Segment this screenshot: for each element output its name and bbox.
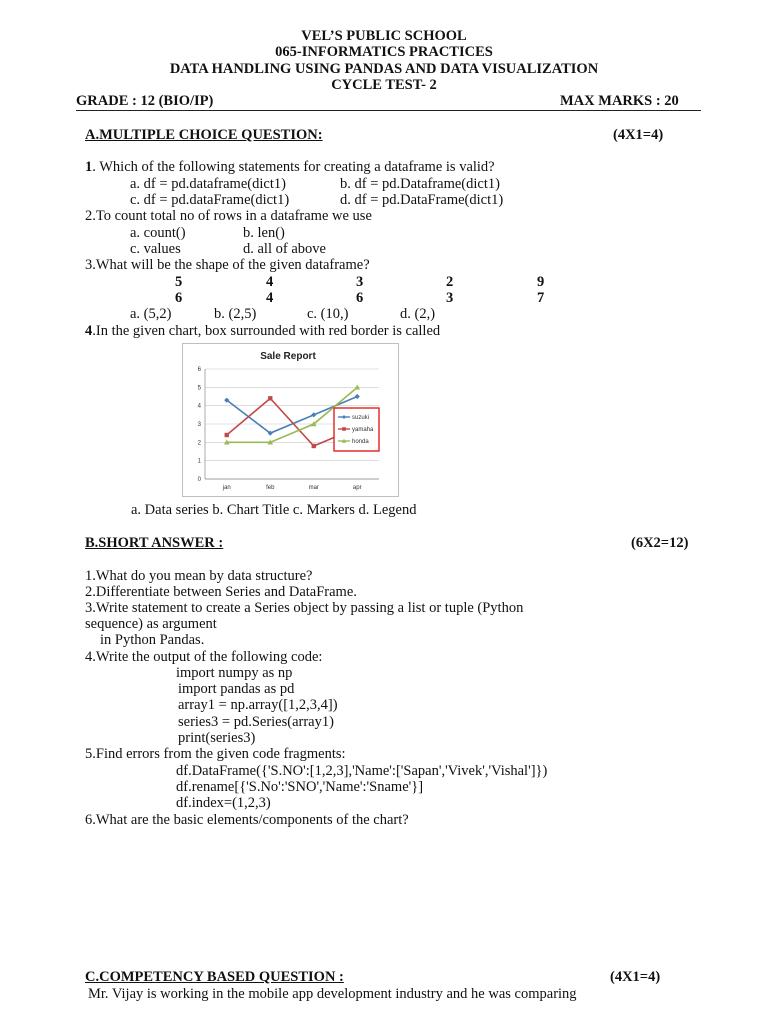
section-a-marks: (4X1=4) bbox=[613, 127, 664, 143]
y-tick-label: 1 bbox=[197, 458, 201, 465]
y-tick-label: 3 bbox=[197, 422, 201, 428]
q2-option-a: a. count() bbox=[130, 225, 186, 241]
x-tick-label: mar bbox=[308, 485, 319, 491]
question-a2: 2.To count total no of rows in a dataframe we use bbox=[85, 208, 372, 224]
x-tick-label: feb bbox=[266, 485, 275, 491]
q3-cell: 3 bbox=[446, 290, 454, 306]
q2-option-d: d. all of above bbox=[243, 241, 326, 257]
section-c-text: Mr. Vijay is working in the mobile app development industry and he was comparing bbox=[88, 986, 577, 1002]
topic-title: DATA HANDLING USING PANDAS AND DATA VISUALIZATION bbox=[169, 61, 599, 77]
q3-cell: 3 bbox=[356, 274, 364, 290]
code-line: df.DataFrame({'S.NO':[1,2,3],'Name':['Sapan','Vivek','Vishal']}) bbox=[176, 763, 548, 779]
question-a4-text: .In the given chart, box surrounded with red border is called bbox=[92, 323, 441, 339]
section-b-title: B.SHORT ANSWER : bbox=[85, 535, 224, 551]
q3-cell: 2 bbox=[446, 274, 454, 290]
max-marks-label: MAX MARKS : 20 bbox=[560, 93, 679, 109]
q2-option-c: c. values bbox=[130, 241, 181, 257]
legend-marker-yamaha bbox=[342, 427, 346, 431]
q4-options: a. Data series b. Chart Title c. Markers d. Legend bbox=[131, 502, 417, 518]
q1-option-d: d. df = pd.DataFrame(dict1) bbox=[340, 192, 504, 208]
q3-cell: 6 bbox=[356, 290, 364, 306]
q3-option-a: a. (5,2) bbox=[130, 306, 172, 322]
chart-title: Sale Report bbox=[260, 351, 316, 362]
question-a3: 3.What will be the shape of the given dataframe? bbox=[85, 257, 370, 273]
question-b6: 6.What are the basic elements/components of the chart? bbox=[85, 812, 409, 828]
chart-svg bbox=[183, 344, 398, 496]
code-line: import pandas as pd bbox=[178, 681, 295, 697]
code-line: import numpy as np bbox=[176, 665, 293, 681]
question-b4: 4.Write the output of the following code: bbox=[85, 649, 323, 665]
data-point-yamaha bbox=[225, 433, 229, 437]
y-tick-label: 4 bbox=[197, 403, 201, 410]
x-tick-label: apr bbox=[352, 485, 362, 491]
section-a-title: A.MULTIPLE CHOICE QUESTION: bbox=[85, 127, 323, 143]
question-a4-number: 4 bbox=[85, 323, 93, 339]
section-b-marks: (6X2=12) bbox=[631, 535, 689, 551]
y-tick-label: 0 bbox=[197, 477, 201, 483]
section-c-title: C.COMPETENCY BASED QUESTION : bbox=[85, 969, 344, 985]
question-a1-text: . Which of the following statements for creating a dataframe is valid? bbox=[92, 159, 495, 175]
legend-label-suzuki: suzuki bbox=[352, 415, 370, 421]
q3-option-b: b. (2,5) bbox=[214, 306, 257, 322]
q3-cell: 5 bbox=[175, 274, 183, 290]
y-tick-label: 2 bbox=[197, 440, 201, 447]
question-b3-cont2: in Python Pandas. bbox=[100, 632, 205, 648]
question-b3: 3.Write statement to create a Series object by passing a list or tuple (Python bbox=[85, 600, 524, 616]
y-tick-label: 5 bbox=[197, 385, 201, 392]
q3-cell: 6 bbox=[175, 290, 183, 306]
subject-title: 065-INFORMATICS PRACTICES bbox=[275, 44, 493, 60]
data-point-yamaha bbox=[312, 444, 316, 448]
code-line: array1 = np.array([1,2,3,4]) bbox=[178, 697, 338, 713]
q3-cell: 4 bbox=[266, 274, 274, 290]
question-b5: 5.Find errors from the given code fragments: bbox=[85, 746, 346, 762]
q3-cell: 7 bbox=[537, 290, 545, 306]
code-line: df.index=(1,2,3) bbox=[176, 795, 271, 811]
q2-option-b: b. len() bbox=[243, 225, 285, 241]
data-point-suzuki bbox=[355, 394, 360, 399]
sale-report-chart bbox=[182, 343, 399, 497]
question-a1-number: 1 bbox=[85, 159, 93, 175]
question-b2: 2.Differentiate between Series and DataFrame. bbox=[85, 584, 357, 600]
question-a1 bbox=[85, 159, 495, 175]
question-a4 bbox=[85, 323, 440, 339]
q1-option-c: c. df = pd.dataFrame(dict1) bbox=[130, 192, 290, 208]
q3-option-d: d. (2,) bbox=[400, 306, 436, 322]
header-rule bbox=[76, 110, 701, 111]
data-point-suzuki bbox=[311, 412, 316, 417]
test-title: CYCLE TEST- 2 bbox=[331, 77, 437, 93]
q1-option-a: a. df = pd.dataframe(dict1) bbox=[130, 176, 286, 192]
code-line: series3 = pd.Series(array1) bbox=[178, 714, 334, 730]
legend-label-yamaha: yamaha bbox=[352, 427, 374, 433]
grade-label: GRADE : 12 (BIO/IP) bbox=[76, 93, 214, 109]
q1-option-b: b. df = pd.Dataframe(dict1) bbox=[340, 176, 500, 192]
code-line: df.rename[{'S.No':'SNO','Name':'Sname'}] bbox=[176, 779, 424, 795]
question-b3-cont: sequence) as argument bbox=[85, 616, 217, 632]
section-c-marks: (4X1=4) bbox=[610, 969, 661, 985]
legend-label-honda: honda bbox=[352, 439, 369, 445]
data-point-yamaha bbox=[268, 396, 272, 400]
x-tick-label: jan bbox=[222, 485, 231, 491]
code-line: print(series3) bbox=[178, 730, 256, 746]
q3-option-c: c. (10,) bbox=[307, 306, 349, 322]
question-b1: 1.What do you mean by data structure? bbox=[85, 568, 313, 584]
school-name: VEL’S PUBLIC SCHOOL bbox=[301, 28, 467, 44]
q3-cell: 9 bbox=[537, 274, 545, 290]
q3-cell: 4 bbox=[266, 290, 274, 306]
data-point-honda bbox=[354, 385, 360, 390]
y-tick-label: 6 bbox=[197, 367, 201, 373]
